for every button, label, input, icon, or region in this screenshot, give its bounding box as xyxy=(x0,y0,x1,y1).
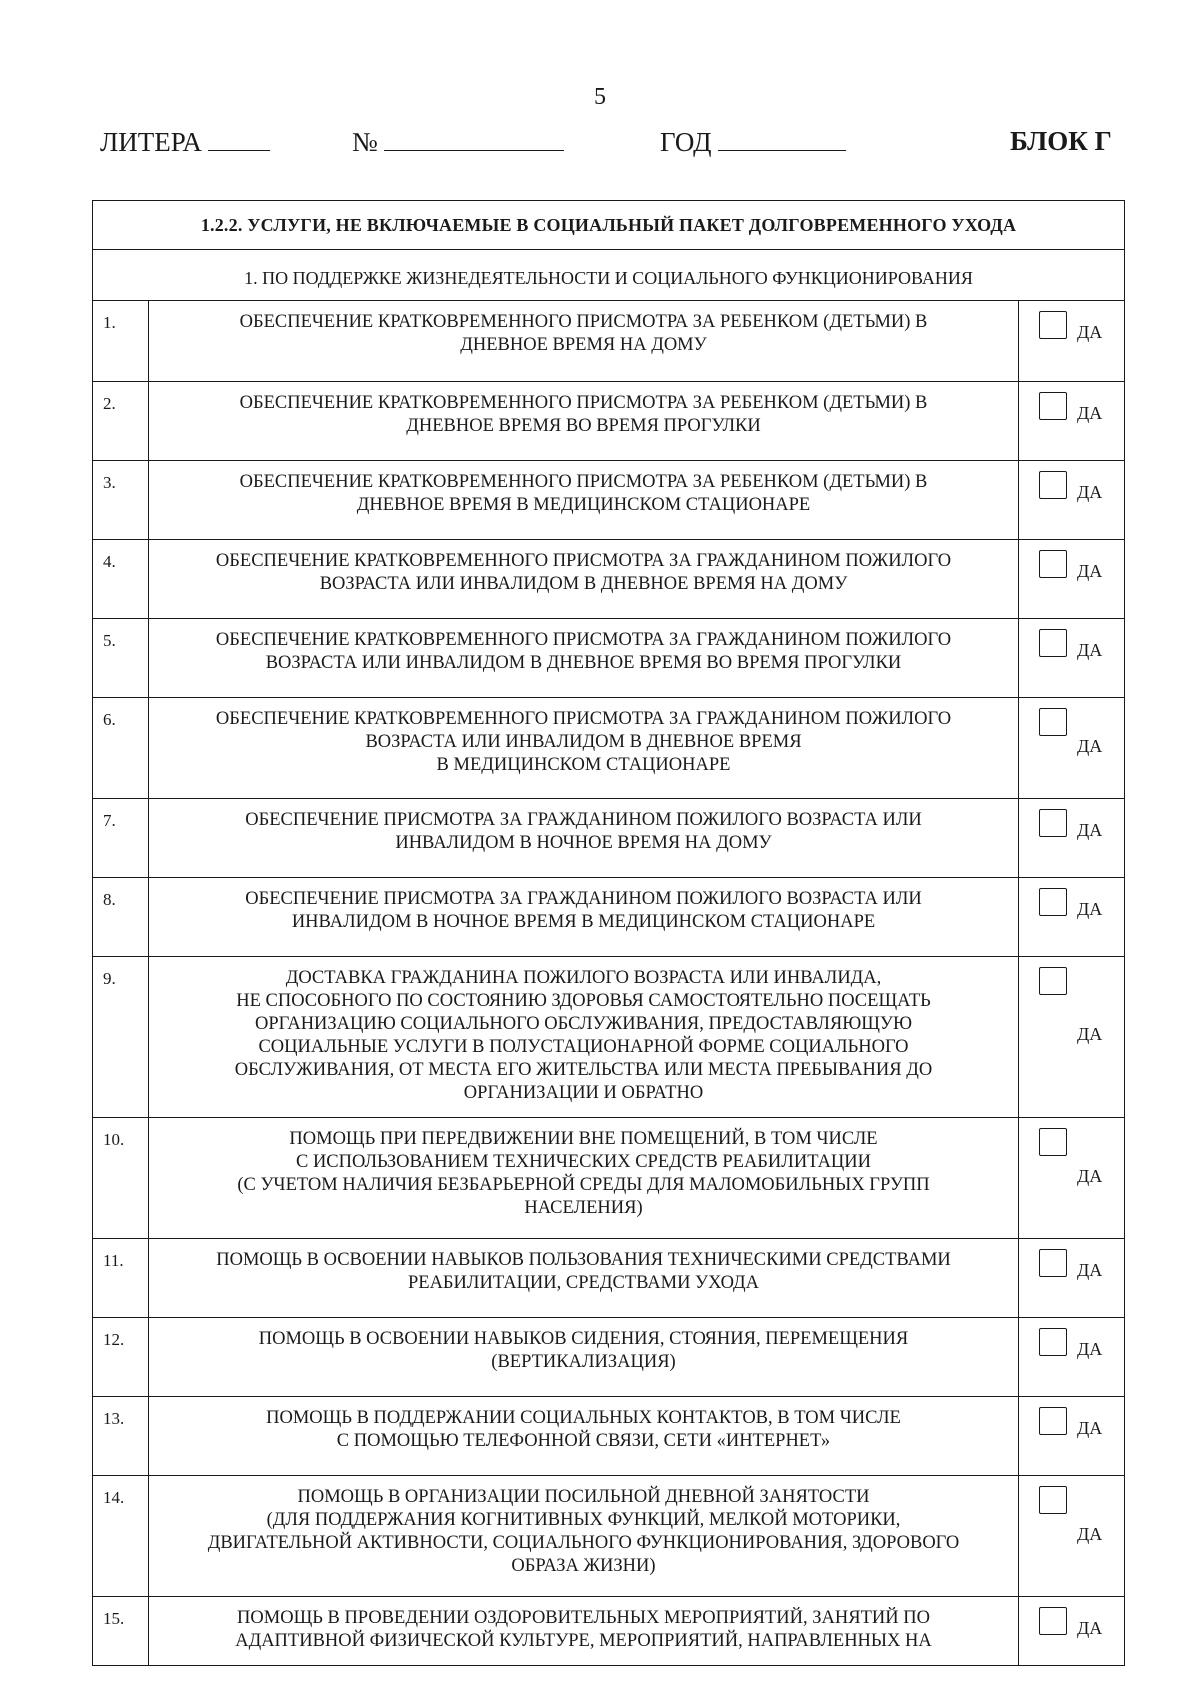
yes-label: ДА xyxy=(1077,1024,1103,1044)
yes-checkbox[interactable] xyxy=(1039,1607,1067,1635)
service-text-line: ДНЕВНОЕ ВРЕМЯ НА ДОМУ xyxy=(460,335,707,355)
service-text-line: ОБСЛУЖИВАНИЯ, ОТ МЕСТА ЕГО ЖИТЕЛЬСТВА ИЛИ МЕСТА ПРЕБЫВАНИЯ ДО xyxy=(234,1060,933,1080)
service-description xyxy=(149,698,1019,799)
yes-checkbox[interactable] xyxy=(1039,629,1067,657)
service-text-line: (ВЕРТИКАЛИЗАЦИЯ) xyxy=(491,1352,676,1372)
yes-checkbox-cell[interactable] xyxy=(1019,1118,1125,1239)
block-label: БЛОК Г xyxy=(1010,126,1112,156)
service-text-line: ВОЗРАСТА ИЛИ ИНВАЛИДОМ В ДНЕВНОЕ ВРЕМЯ xyxy=(365,732,802,752)
service-description xyxy=(149,1118,1019,1239)
table-row xyxy=(93,799,1125,878)
service-text-line: (ДЛЯ ПОДДЕРЖАНИЯ КОГНИТИВНЫХ ФУНКЦИЙ, МЕЛКОЙ МОТОРИКИ, xyxy=(266,1510,901,1530)
service-text-line: НЕ СПОСОБНОГО ПО СОСТОЯНИЮ ЗДОРОВЬЯ САМОСТОЯТЕЛЬНО ПОСЕЩАТЬ xyxy=(236,991,931,1011)
table-row xyxy=(93,957,1125,1118)
row-number: 6. xyxy=(93,698,149,799)
service-text-line: ОБЕСПЕЧЕНИЕ КРАТКОВРЕМЕННОГО ПРИСМОТРА ЗА ГРАЖДАНИНОМ ПОЖИЛОГО xyxy=(215,630,952,650)
number-field xyxy=(352,126,564,158)
yes-checkbox-cell[interactable] xyxy=(1019,799,1125,878)
service-text-line: (С УЧЕТОМ НАЛИЧИЯ БЕЗБАРЬЕРНОЙ СРЕДЫ ДЛЯ МАЛОМОБИЛЬНЫХ ГРУПП xyxy=(237,1175,930,1195)
service-text-line: ПОМОЩЬ В ОСВОЕНИИ НАВЫКОВ ПОЛЬЗОВАНИЯ ТЕХНИЧЕСКИМИ СРЕДСТВАМИ xyxy=(216,1250,951,1270)
yes-checkbox[interactable] xyxy=(1039,550,1067,578)
yes-checkbox[interactable] xyxy=(1039,1128,1067,1156)
section-title-row xyxy=(93,201,1125,250)
row-number: 13. xyxy=(93,1397,149,1476)
yes-checkbox-cell[interactable] xyxy=(1019,301,1125,382)
yes-checkbox-cell[interactable] xyxy=(1019,382,1125,461)
yes-checkbox-cell[interactable] xyxy=(1019,878,1125,957)
yes-checkbox[interactable] xyxy=(1039,1486,1067,1514)
table-row xyxy=(93,1118,1125,1239)
yes-checkbox[interactable] xyxy=(1039,311,1067,339)
subsection-title-row xyxy=(93,250,1125,301)
year-label: ГОД xyxy=(660,127,712,157)
yes-label: ДА xyxy=(1077,1339,1103,1359)
service-description xyxy=(149,1239,1019,1318)
yes-checkbox-cell[interactable] xyxy=(1019,1597,1125,1666)
service-text-line: ВОЗРАСТА ИЛИ ИНВАЛИДОМ В ДНЕВНОЕ ВРЕМЯ ВО ВРЕМЯ ПРОГУЛКИ xyxy=(265,653,902,673)
service-description xyxy=(149,1318,1019,1397)
service-text-line: ПОМОЩЬ В ПРОВЕДЕНИИ ОЗДОРОВИТЕЛЬНЫХ МЕРОПРИЯТИЙ, ЗАНЯТИЙ ПО xyxy=(237,1608,930,1628)
yes-checkbox-cell[interactable] xyxy=(1019,1318,1125,1397)
row-number: 15. xyxy=(93,1597,149,1666)
service-text-line: ПОМОЩЬ В ОСВОЕНИИ НАВЫКОВ СИДЕНИЯ, СТОЯНИЯ, ПЕРЕМЕЩЕНИЯ xyxy=(258,1329,909,1349)
number-input-line[interactable] xyxy=(384,126,564,151)
service-text-line: ДНЕВНОЕ ВРЕМЯ ВО ВРЕМЯ ПРОГУЛКИ xyxy=(406,416,761,436)
table-row xyxy=(93,1239,1125,1318)
yes-checkbox[interactable] xyxy=(1039,809,1067,837)
yes-checkbox[interactable] xyxy=(1039,1407,1067,1435)
yes-checkbox[interactable] xyxy=(1039,888,1067,916)
table-row xyxy=(93,878,1125,957)
yes-label: ДА xyxy=(1077,640,1103,660)
service-description xyxy=(149,1397,1019,1476)
row-number: 12. xyxy=(93,1318,149,1397)
service-text-line: ОБЕСПЕЧЕНИЕ КРАТКОВРЕМЕННОГО ПРИСМОТРА ЗА РЕБЕНКОМ (ДЕТЬМИ) В xyxy=(239,472,928,492)
litera-field xyxy=(100,126,270,158)
yes-label: ДА xyxy=(1077,820,1103,840)
service-description xyxy=(149,382,1019,461)
service-description xyxy=(149,619,1019,698)
service-text-line: РЕАБИЛИТАЦИИ, СРЕДСТВАМИ УХОДА xyxy=(407,1273,759,1293)
service-text-line: ОБЕСПЕЧЕНИЕ КРАТКОВРЕМЕННОГО ПРИСМОТРА ЗА ГРАЖДАНИНОМ ПОЖИЛОГО xyxy=(215,709,952,729)
litera-input-line[interactable] xyxy=(208,126,270,151)
table-row xyxy=(93,382,1125,461)
table-row xyxy=(93,1397,1125,1476)
service-text-line: ОБЕСПЕЧЕНИЕ КРАТКОВРЕМЕННОГО ПРИСМОТРА ЗА ГРАЖДАНИНОМ ПОЖИЛОГО xyxy=(215,551,952,571)
row-number: 3. xyxy=(93,461,149,540)
service-text-line: ОБРАЗА ЖИЗНИ) xyxy=(511,1556,656,1576)
form-header xyxy=(0,126,1200,162)
service-text-line: ПОМОЩЬ ПРИ ПЕРЕДВИЖЕНИИ ВНЕ ПОМЕЩЕНИЙ, В ТОМ ЧИСЛЕ xyxy=(289,1129,878,1149)
yes-checkbox-cell[interactable] xyxy=(1019,1397,1125,1476)
service-text-line: ДВИГАТЕЛЬНОЙ АКТИВНОСТИ, СОЦИАЛЬНОГО ФУНКЦИОНИРОВАНИЯ, ЗДОРОВОГО xyxy=(207,1533,960,1553)
service-text-line: ИНВАЛИДОМ В НОЧНОЕ ВРЕМЯ В МЕДИЦИНСКОМ СТАЦИОНАРЕ xyxy=(291,912,876,932)
service-text-line: ДНЕВНОЕ ВРЕМЯ В МЕДИЦИНСКОМ СТАЦИОНАРЕ xyxy=(356,495,811,515)
year-field xyxy=(660,126,846,158)
service-description xyxy=(149,1476,1019,1597)
yes-checkbox-cell[interactable] xyxy=(1019,1476,1125,1597)
row-number: 7. xyxy=(93,799,149,878)
service-text-line: ОБЕСПЕЧЕНИЕ КРАТКОВРЕМЕННОГО ПРИСМОТРА ЗА РЕБЕНКОМ (ДЕТЬМИ) В xyxy=(239,312,928,332)
table-row xyxy=(93,1597,1125,1666)
row-number: 10. xyxy=(93,1118,149,1239)
service-text-line: ОРГАНИЗАЦИЮ СОЦИАЛЬНОГО ОБСЛУЖИВАНИЯ, ПРЕДОСТАВЛЯЮЩУЮ xyxy=(255,1014,912,1034)
yes-label: ДА xyxy=(1077,1260,1103,1280)
yes-checkbox-cell[interactable] xyxy=(1019,957,1125,1118)
service-text-line: С ПОМОЩЬЮ ТЕЛЕФОННОЙ СВЯЗИ, СЕТИ «ИНТЕРНЕТ» xyxy=(336,1431,831,1451)
service-description xyxy=(149,540,1019,619)
service-description xyxy=(149,301,1019,382)
service-description xyxy=(149,878,1019,957)
service-text-line: ИНВАЛИДОМ В НОЧНОЕ ВРЕМЯ НА ДОМУ xyxy=(395,833,772,853)
service-description xyxy=(149,1597,1019,1666)
yes-checkbox[interactable] xyxy=(1039,1328,1067,1356)
row-number: 14. xyxy=(93,1476,149,1597)
yes-label: ДА xyxy=(1077,1418,1103,1438)
table-row xyxy=(93,698,1125,799)
service-text-line: ПОМОЩЬ В ОРГАНИЗАЦИИ ПОСИЛЬНОЙ ДНЕВНОЙ ЗАНЯТОСТИ xyxy=(297,1487,870,1507)
table-row xyxy=(93,1318,1125,1397)
yes-checkbox[interactable] xyxy=(1039,392,1067,420)
row-number: 1. xyxy=(93,301,149,382)
services-table xyxy=(92,200,1125,1666)
yes-checkbox-cell[interactable] xyxy=(1019,540,1125,619)
yes-checkbox-cell[interactable] xyxy=(1019,698,1125,799)
year-input-line[interactable] xyxy=(718,126,846,151)
yes-label: ДА xyxy=(1077,736,1103,756)
yes-checkbox-cell[interactable] xyxy=(1019,1239,1125,1318)
row-number: 2. xyxy=(93,382,149,461)
service-text-line: В МЕДИЦИНСКОМ СТАЦИОНАРЕ xyxy=(436,755,731,775)
yes-label: ДА xyxy=(1077,322,1103,342)
page-number: 5 xyxy=(594,84,606,110)
row-number: 5. xyxy=(93,619,149,698)
subsection-title: 1. ПО ПОДДЕРЖКЕ ЖИЗНЕДЕЯТЕЛЬНОСТИ И СОЦИАЛЬНОГО ФУНКЦИОНИРОВАНИЯ xyxy=(93,250,1125,301)
table-row xyxy=(93,1476,1125,1597)
table-row xyxy=(93,461,1125,540)
service-text-line: ОРГАНИЗАЦИИ И ОБРАТНО xyxy=(463,1083,704,1103)
litera-label: ЛИТЕРА xyxy=(100,127,202,157)
service-text-line: СОЦИАЛЬНЫЕ УСЛУГИ В ПОЛУСТАЦИОНАРНОЙ ФОРМЕ СОЦИАЛЬНОГО xyxy=(258,1037,909,1057)
yes-label: ДА xyxy=(1077,1618,1103,1638)
service-text-line: С ИСПОЛЬЗОВАНИЕМ ТЕХНИЧЕСКИХ СРЕДСТВ РЕАБИЛИТАЦИИ xyxy=(295,1152,872,1172)
row-number: 11. xyxy=(93,1239,149,1318)
service-text-line: ОБЕСПЕЧЕНИЕ ПРИСМОТРА ЗА ГРАЖДАНИНОМ ПОЖИЛОГО ВОЗРАСТА ИЛИ xyxy=(245,810,922,830)
yes-checkbox[interactable] xyxy=(1039,708,1067,736)
service-text-line: ДОСТАВКА ГРАЖДАНИНА ПОЖИЛОГО ВОЗРАСТА ИЛИ ИНВАЛИДА, xyxy=(285,968,882,988)
number-label: № xyxy=(352,127,378,157)
service-text-line: АДАПТИВНОЙ ФИЗИЧЕСКОЙ КУЛЬТУРЕ, МЕРОПРИЯТИЙ, НАПРАВЛЕННЫХ НА xyxy=(235,1631,932,1651)
service-text-line: ОБЕСПЕЧЕНИЕ ПРИСМОТРА ЗА ГРАЖДАНИНОМ ПОЖИЛОГО ВОЗРАСТА ИЛИ xyxy=(245,889,922,909)
service-text-line: ОБЕСПЕЧЕНИЕ КРАТКОВРЕМЕННОГО ПРИСМОТРА ЗА РЕБЕНКОМ (ДЕТЬМИ) В xyxy=(239,393,928,413)
yes-label: ДА xyxy=(1077,1524,1103,1544)
yes-label: ДА xyxy=(1077,403,1103,423)
yes-label: ДА xyxy=(1077,1166,1103,1186)
service-description xyxy=(149,957,1019,1118)
yes-checkbox-cell[interactable] xyxy=(1019,619,1125,698)
row-number: 4. xyxy=(93,540,149,619)
service-description xyxy=(149,461,1019,540)
row-number: 8. xyxy=(93,878,149,957)
yes-checkbox-cell[interactable] xyxy=(1019,461,1125,540)
yes-checkbox[interactable] xyxy=(1039,1249,1067,1277)
row-number: 9. xyxy=(93,957,149,1118)
service-text-line: ВОЗРАСТА ИЛИ ИНВАЛИДОМ В ДНЕВНОЕ ВРЕМЯ НА ДОМУ xyxy=(319,574,848,594)
service-text-line: НАСЕЛЕНИЯ) xyxy=(524,1198,643,1218)
section-title: 1.2.2. УСЛУГИ, НЕ ВКЛЮЧАЕМЫЕ В СОЦИАЛЬНЫЙ ПАКЕТ ДОЛГОВРЕМЕННОГО УХОДА xyxy=(93,201,1125,250)
service-description xyxy=(149,799,1019,878)
table-row xyxy=(93,540,1125,619)
table-row xyxy=(93,619,1125,698)
yes-checkbox[interactable] xyxy=(1039,967,1067,995)
service-text-line: ПОМОЩЬ В ПОДДЕРЖАНИИ СОЦИАЛЬНЫХ КОНТАКТОВ, В ТОМ ЧИСЛЕ xyxy=(266,1408,901,1428)
table-row xyxy=(93,301,1125,382)
yes-checkbox[interactable] xyxy=(1039,471,1067,499)
yes-label: ДА xyxy=(1077,482,1103,502)
yes-label: ДА xyxy=(1077,561,1103,581)
yes-label: ДА xyxy=(1077,899,1103,919)
